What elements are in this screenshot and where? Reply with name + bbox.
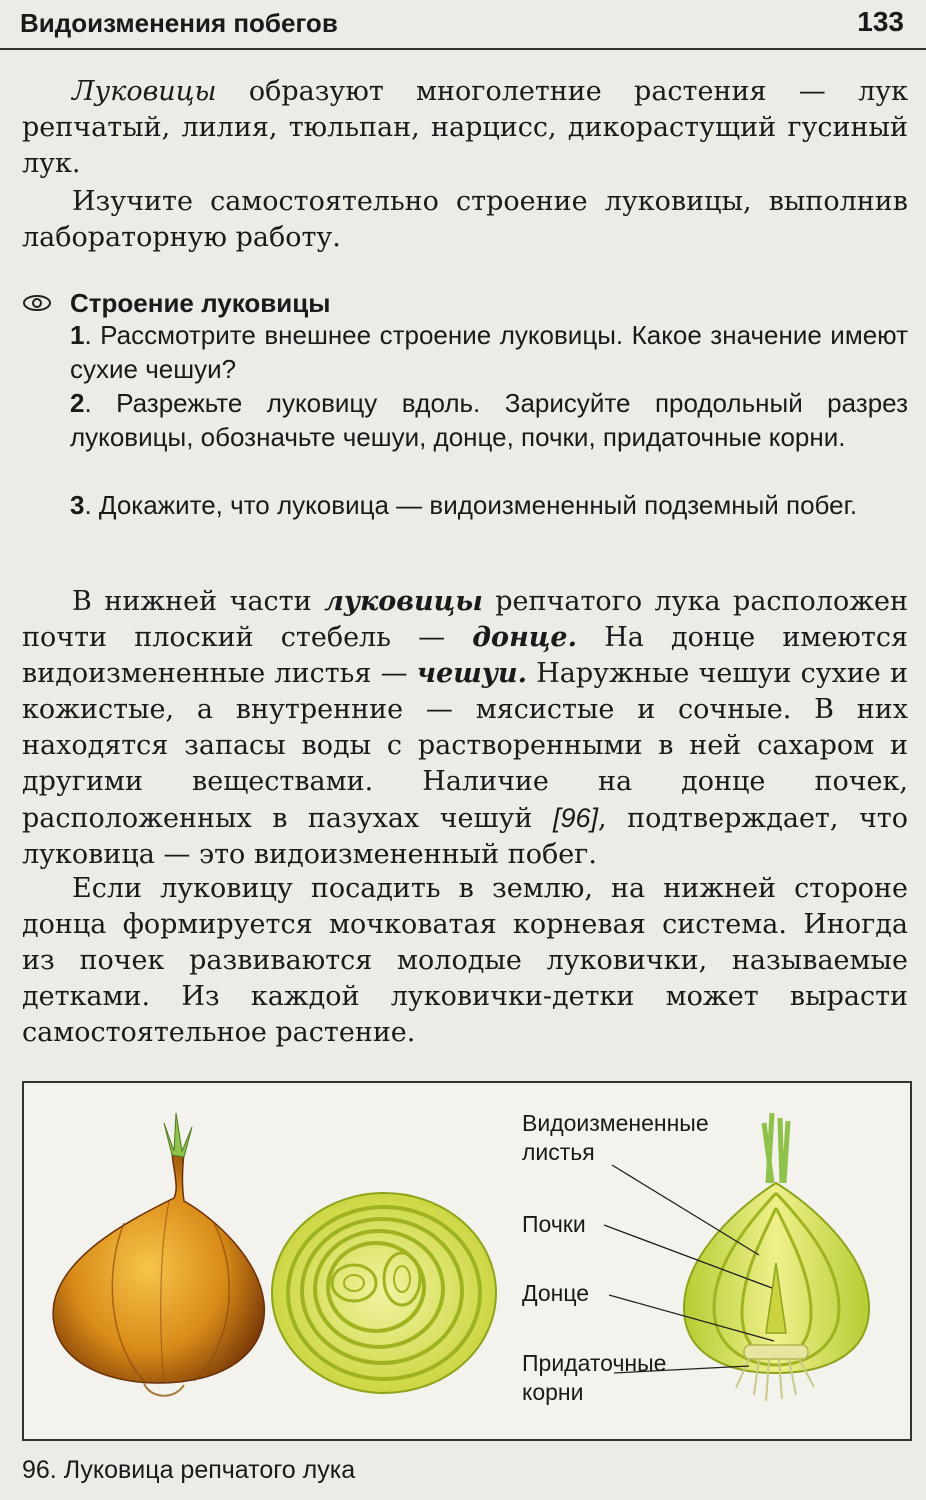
figure-onion <box>22 1081 912 1441</box>
onion-cross-section <box>272 1193 496 1393</box>
lab-step-1 <box>70 318 908 386</box>
term-scales: чешуи. <box>416 658 528 689</box>
step-text: . Докажите, что луковица — видоизмененный подземный побег. <box>84 490 858 520</box>
page-header <box>0 0 926 50</box>
label-line: листья <box>522 1139 595 1165</box>
term-base: донце. <box>472 622 578 653</box>
paragraph-planting: Если луковицу посадить в землю, на нижней стороне донца формируется мочковатая корневая система. Иногда из почек развиваются молодые луковички, называемые детками. Из каждой луковички-детки может вырасти самостоятельное растение. <box>22 873 908 1048</box>
term-bulb: луковицы <box>324 586 483 617</box>
onion-longitudinal-section <box>684 1113 869 1401</box>
paragraph-lab-instruction: Изучите самостоятельно строение луковицы, выполнив лабораторную работу. <box>22 186 908 253</box>
lab-work-block <box>22 286 908 556</box>
figure-reference: [96] <box>552 803 599 833</box>
label-buds: Почки <box>522 1211 586 1237</box>
whole-onion <box>53 1113 264 1396</box>
lab-step-2 <box>70 386 908 454</box>
step-number: 1 <box>70 320 85 350</box>
label-modified-leaves <box>522 1109 709 1167</box>
paragraph-text: образуют многолетние растения — лук репчатый, лилия, тюльпан, нарцисс, дикорастущий гусиный лук. <box>22 76 908 179</box>
step-text: . Рассмотрите внешнее строение луковицы. Какое значение имеют сухие чешуи? <box>70 320 908 384</box>
term-bulbs: Луковицы <box>72 76 217 107</box>
text-run: репчатого лука расположен почти плоский стебель — <box>22 586 909 653</box>
lab-step-3 <box>70 488 908 522</box>
lab-title: Строение луковицы <box>70 288 331 318</box>
page-number: 133 <box>857 6 904 37</box>
step-number: 2 <box>70 388 85 418</box>
label-base: Донце <box>522 1280 590 1306</box>
text-run: Наружные чешуи сухие и кожистые, а внутренние — мясистые и сочные. В них находятся запасы воды с растворенными в ней сахаром и другими веществами. Наличие на донце почек, расположенных в пазухах чешуй <box>22 658 908 834</box>
step-text: . Разрежьте луковицу вдоль. Зарисуйте продольный разрез луковицы, обозначьте чешуи, донце, почки, придаточные корни. <box>70 388 908 452</box>
figure-caption: 96. Луковица репчатого лука <box>22 1456 356 1484</box>
onion-illustration <box>24 1083 910 1439</box>
text-run: В нижней части <box>72 586 325 617</box>
label-adventitious-roots <box>522 1349 666 1407</box>
text-run: На донце имеются видоизмененные листья — <box>22 622 908 689</box>
step-number: 3 <box>70 490 85 520</box>
eye-icon <box>22 294 52 312</box>
label-line: корни <box>522 1379 584 1405</box>
label-line: Видоизмененные <box>522 1110 709 1136</box>
label-line: Придаточные <box>522 1350 667 1376</box>
paragraph-bulb-structure <box>22 584 908 873</box>
paragraph-bulbs-intro <box>22 74 908 182</box>
text-run: , подтверждает, что луковица — это видоизмененный побег. <box>22 803 908 870</box>
running-head: Видоизменения побегов <box>20 8 338 38</box>
